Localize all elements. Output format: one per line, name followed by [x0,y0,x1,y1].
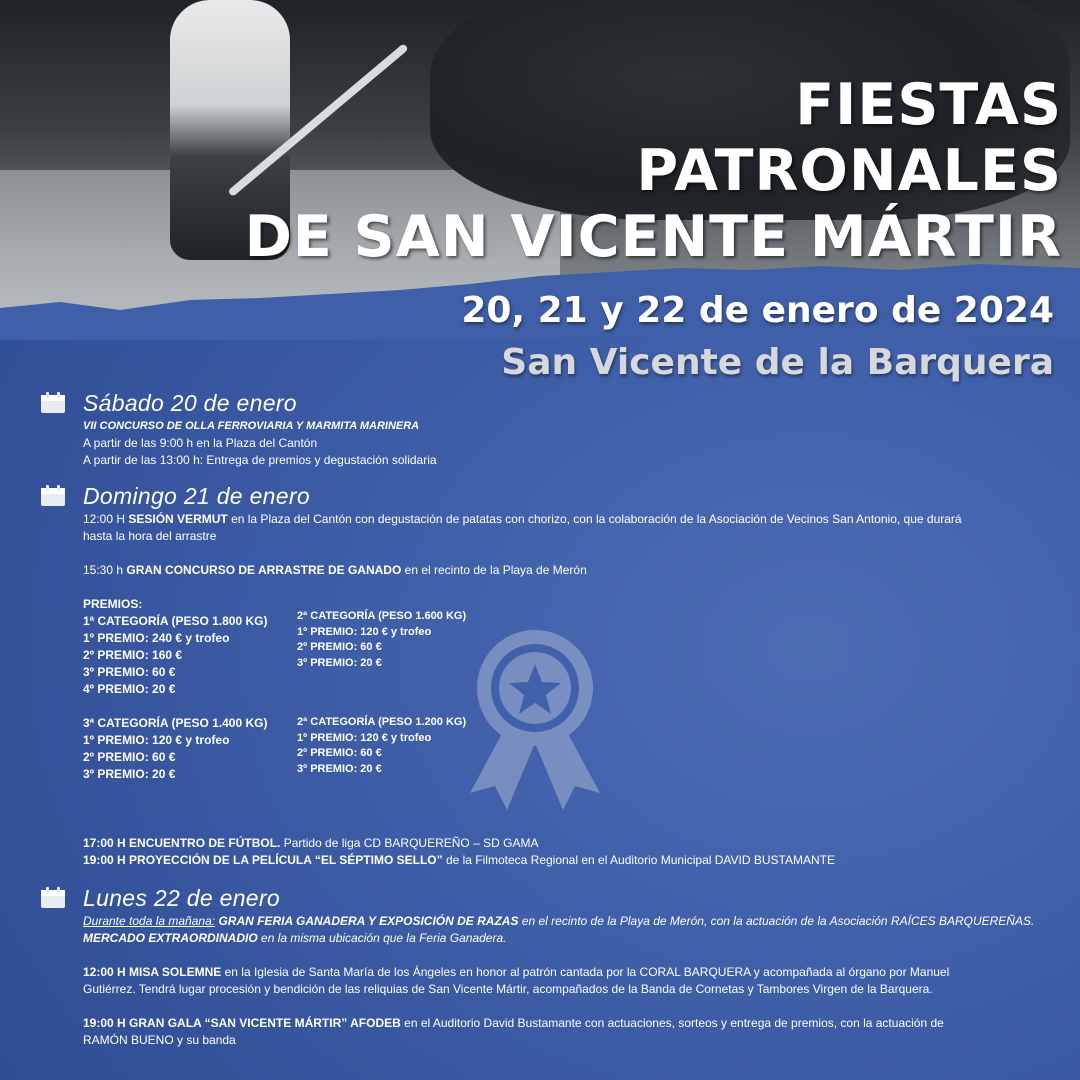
prize-group: 2ª CATEGORÍA (PESO 1.600 KG) 1º PREMIO: 120 € y trofeo 2º PREMIO: 60 € 3º PREMIO: 20 € [297,610,467,669]
calendar-icon [40,485,66,507]
event-title: VII CONCURSO DE OLLA FERROVIARIA Y MARMITA MARINERA [83,420,420,432]
prize-group: 1ª CATEGORÍA (PESO 1.800 KG) 1º PREMIO: 240 € y trofeo 2º PREMIO: 160 € 3º PREMIO: 60 € 4º PREMIO: 20 € [83,614,268,696]
calendar-icon [40,887,66,909]
event-pelicula: 19:00 H PROYECCIÓN DE LA PELÍCULA “EL SÉPTIMO SELLO” de la Filmoteca Regional en el Auditorio Municipal DAVID BUSTAMANTE [83,853,836,867]
event-place: San Vicente de la Barquera [501,342,1054,383]
prize-table-row1 [40,609,1050,698]
event-feria: Durante toda la mañana: GRAN FERIA GANADERA Y EXPOSICIÓN DE RAZAS en el recinto de la Playa de Merón, con la actuación de la Asociación RAÍCES BARQUEREÑAS. [83,914,1035,928]
page-title: FIESTAS PATRONALES DE SAN VICENTE MÁRTIR [244,72,1062,270]
event-mercado: MERCADO EXTRAORDINADIO en la misma ubicación que la Feria Ganadera. [83,931,507,945]
event-dates: 20, 21 y 22 de enero de 2024 [461,290,1054,331]
event-gala: 19:00 H GRAN GALA “SAN VICENTE MÁRTIR” AFODEB en el Auditorio David Bustamante con actuaciones, sorteos y entrega de premios, con la actuación de [83,1016,944,1030]
day-heading-sunday: Domingo 21 de enero [40,481,1050,511]
premios-label: PREMIOS: [83,597,143,611]
prize-group: 2ª CATEGORÍA (PESO 1.200 KG) 1º PREMIO: 120 € y trofeo 2º PREMIO: 60 € 3º PREMIO: 20 € [297,716,467,775]
event-futbol: 17:00 H ENCUENTRO DE FÚTBOL. Partido de liga CD BARQUEREÑO – SD GAMA [83,836,539,850]
event-vermut: 12:00 H SESIÓN VERMUT en la Plaza del Cantón con degustación de patatas con chorizo, con la colaboración de la Asociación de Vecinos San Antonio, que durará [83,512,962,526]
event-arrastre: 15:30 h GRAN CONCURSO DE ARRASTRE DE GANADO en el recinto de la Playa de Merón [83,563,587,577]
calendar-icon [40,392,66,414]
event-misa: 12:00 H MISA SOLEMNE en la Iglesia de Santa María de los Ángeles en honor al patrón cantada por la CORAL BARQUERA y acompañada al órgano por Manuel [83,965,950,979]
program: Sábado 20 de enero VII CONCURSO DE OLLA FERROVIARIA Y MARMITA MARINERA A partir de las 9:00 h en la Plaza del Cantón A partir de las 13:00 h: Entrega de premios y degustación solidaria Domingo 21 de enero 12:00 H SESIÓN VERMUT en la Plaza del Cantón con degustación de patatas con chorizo, con la colaboración de la Asociación de Vecinos San Antonio, que durará hasta la hora del arrastre 15:30 h GRAN CONCURSO DE ARRASTRE DE GANADO en el recinto de la Playa de Merón PREMIOS: 1ª CATEGORÍA (PESO 1.800 KG) 1º PREMIO: 240 € y trofeo 2º PREMIO: 160 € 3º PREMIO: 60 € 4º PREMIO: 20 € 2ª CATEGORÍA (PESO 1.600 KG) 1º PREMIO: 120 € y trofeo 2º PREMIO: 60 € 3º PREMIO: 20 € 3ª CATEGORÍA (PESO 1.400 KG) 1º PREMIO: 120 € y trofeo 2º PREMIO: 60 € 3º PREMIO: 20 € 2ª CATEGORÍA (PESO 1.200 KG) 1º PREMIO: 120 € y trofeo 2º PREMIO: 60 € 3º PREMIO: 20 € 17:00 H ENCUENTRO DE FÚTBOL. Partido de liga CD BARQUEREÑO – SD GAMA 19:00 H PROYECCIÓN DE LA PELÍCULA “EL SÉPTIMO SELLO” de la Filmoteca Regional en el Auditorio Municipal DAVID BUSTAMANTE Lunes 22 de enero Durante toda la mañana: GRAN FERIA GANADERA Y EXPOSICIÓN DE RAZAS en el recinto de la Playa de Merón, con la actuación de la Asociación RAÍCES BARQUEREÑAS. MERCADO EXTRAORDINADIO en la misma ubicación que la Feria Ganadera. 12:00 H MISA SOLEMNE en la Iglesia de Santa María de los Ángeles en honor al patrón cantada por la CORAL BARQUERA y acompañada al órgano por Manuel Gutiérrez. Tendrá lugar procesión y bendición de las reliquias de San Vicente Mártir, acompañados de la Banda de Cornetas y Tambores Virgen de la Barquera. 19:00 H GRAN GALA “SAN VICENTE MÁRTIR” AFODEB en el Auditorio David Bustamante con actuaciones, sorteos y entrega de premios, con la actuación de RAMÓN BUENO y su banda [40,388,1050,1049]
prize-table-row2 [40,715,1050,783]
prize-group: 3ª CATEGORÍA (PESO 1.400 KG) 1º PREMIO: 120 € y trofeo 2º PREMIO: 60 € 3º PREMIO: 20 € [83,716,268,781]
day-heading-saturday: Sábado 20 de enero [40,388,1050,418]
day-heading-monday: Lunes 22 de enero [40,883,1050,913]
